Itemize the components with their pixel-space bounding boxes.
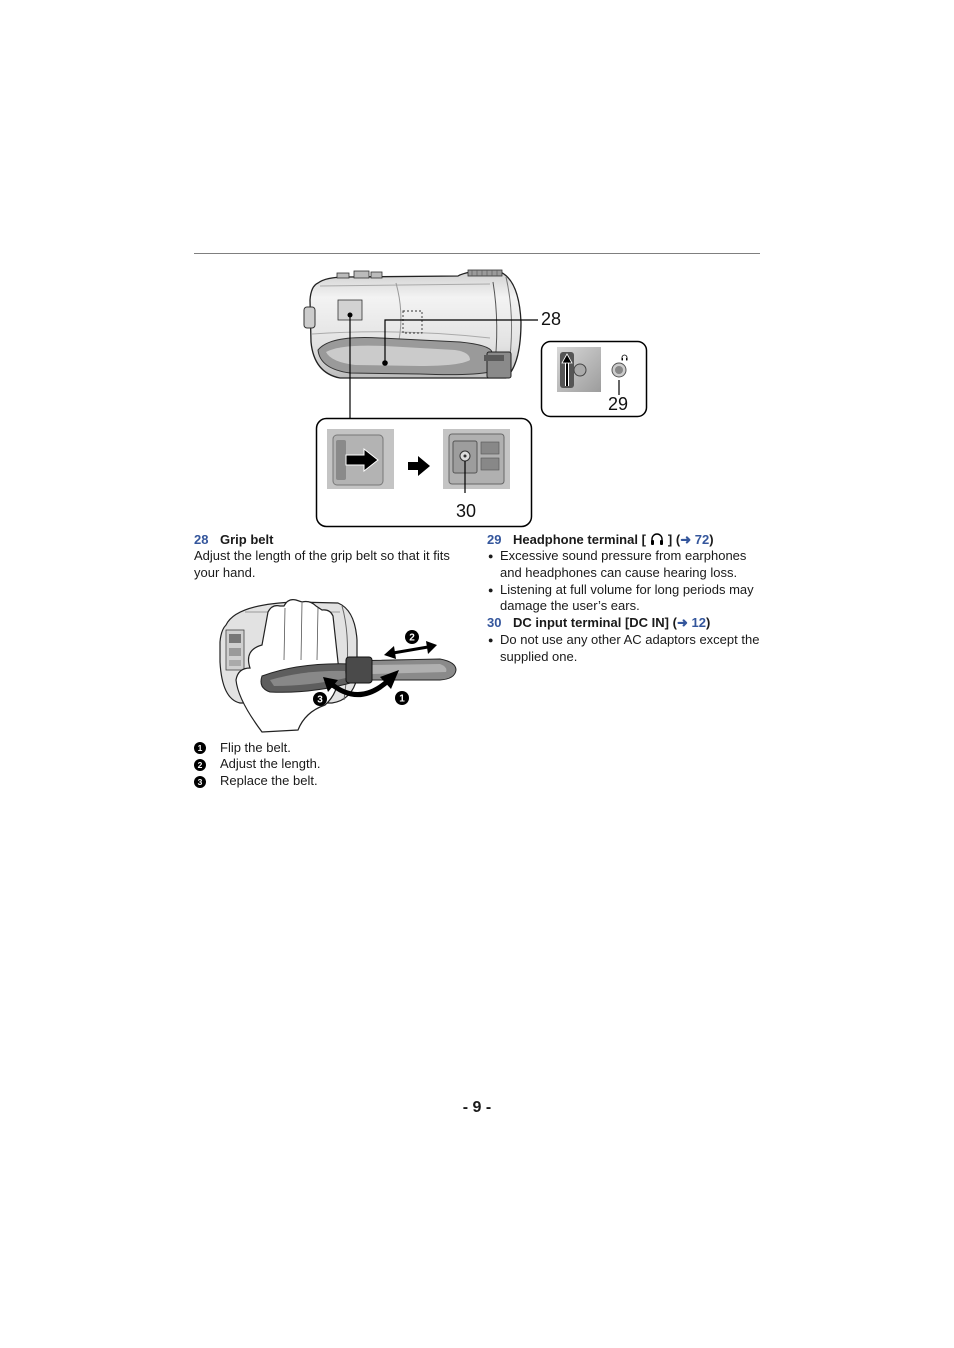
svg-text:2: 2 bbox=[409, 632, 415, 644]
bullet-line: damage the user’s ears. bbox=[500, 598, 640, 614]
step-marker: 1 bbox=[194, 742, 206, 754]
page-ref-link-12[interactable]: ➜ 12 bbox=[676, 615, 706, 631]
bullet-line: supplied one. bbox=[500, 648, 578, 664]
ref-close: ) bbox=[709, 531, 714, 547]
grip-belt-adjust-diagram bbox=[215, 595, 465, 735]
step-item bbox=[194, 756, 320, 773]
step-item bbox=[194, 773, 320, 790]
side-tab bbox=[304, 307, 315, 328]
dc-input-inset bbox=[317, 419, 532, 527]
bullet-marker: ● bbox=[488, 551, 494, 562]
callout-29: 29 bbox=[608, 394, 629, 414]
page-ref-link-72[interactable]: ➜ 72 bbox=[680, 531, 710, 547]
callout-30: 30 bbox=[456, 501, 477, 521]
grip-belt-drawing bbox=[318, 338, 492, 375]
bullet-item bbox=[487, 548, 759, 581]
dc-cover-open-photo bbox=[443, 429, 510, 489]
ref-close: ) bbox=[705, 615, 711, 631]
item-title: DC input terminal [DC IN] bbox=[513, 615, 669, 631]
item-title: Headphone terminal [ bbox=[513, 531, 646, 547]
bullet-item bbox=[487, 632, 759, 665]
headphone-cover-photo bbox=[557, 347, 601, 392]
dc-cover-closed-photo bbox=[327, 429, 394, 489]
step-marker: 2 bbox=[194, 759, 206, 771]
right-column bbox=[487, 532, 759, 666]
bullet-line: and headphones can cause hearing loss. bbox=[500, 565, 738, 581]
step-text: Adjust the length. bbox=[220, 756, 321, 772]
body-line: Adjust the length of the grip belt so that it fits bbox=[194, 548, 450, 564]
section-heading-dc-input bbox=[487, 615, 759, 632]
grip-belt-steps bbox=[194, 740, 320, 790]
marker-replace bbox=[313, 692, 327, 706]
item-number: 29 bbox=[487, 531, 502, 547]
page-number: - 9 - bbox=[462, 1099, 492, 1116]
step-text: Replace the belt. bbox=[220, 773, 318, 789]
ref-open: ( bbox=[675, 531, 681, 547]
belt-strap-end bbox=[484, 352, 511, 378]
camera-side-diagram bbox=[296, 262, 656, 532]
svg-text:3: 3 bbox=[317, 694, 323, 706]
bullet-line: Excessive sound pressure from earphones bbox=[500, 548, 747, 564]
svg-text:1: 1 bbox=[399, 693, 405, 705]
header-rule bbox=[194, 253, 760, 254]
bullet-item bbox=[487, 582, 759, 615]
section-grip-belt bbox=[194, 532, 450, 582]
bullet-marker: ● bbox=[488, 584, 494, 595]
top-buttons bbox=[337, 271, 382, 278]
bullet-line: Do not use any other AC adaptors except the bbox=[500, 631, 760, 647]
marker-adjust bbox=[405, 630, 419, 644]
marker-flip bbox=[395, 691, 409, 705]
section-heading-headphone bbox=[487, 532, 759, 549]
item-title-suffix: ] bbox=[667, 531, 673, 547]
body-line: your hand. bbox=[194, 565, 256, 581]
speaker-grille bbox=[468, 270, 502, 276]
step-marker: 3 bbox=[194, 776, 206, 788]
step-text: Flip the belt. bbox=[220, 739, 291, 755]
item-number: 28 bbox=[194, 531, 209, 547]
headphone-icon bbox=[650, 532, 664, 546]
callout-28: 28 bbox=[541, 309, 562, 329]
item-title: Grip belt bbox=[220, 531, 274, 547]
bullet-marker: ● bbox=[488, 634, 494, 645]
headphone-inset bbox=[542, 342, 647, 417]
item-number: 30 bbox=[487, 615, 502, 631]
step-item bbox=[194, 740, 320, 757]
ref-open: ( bbox=[672, 615, 677, 631]
section-heading bbox=[194, 532, 450, 549]
bullet-line: Listening at full volume for long periods may bbox=[500, 581, 754, 597]
